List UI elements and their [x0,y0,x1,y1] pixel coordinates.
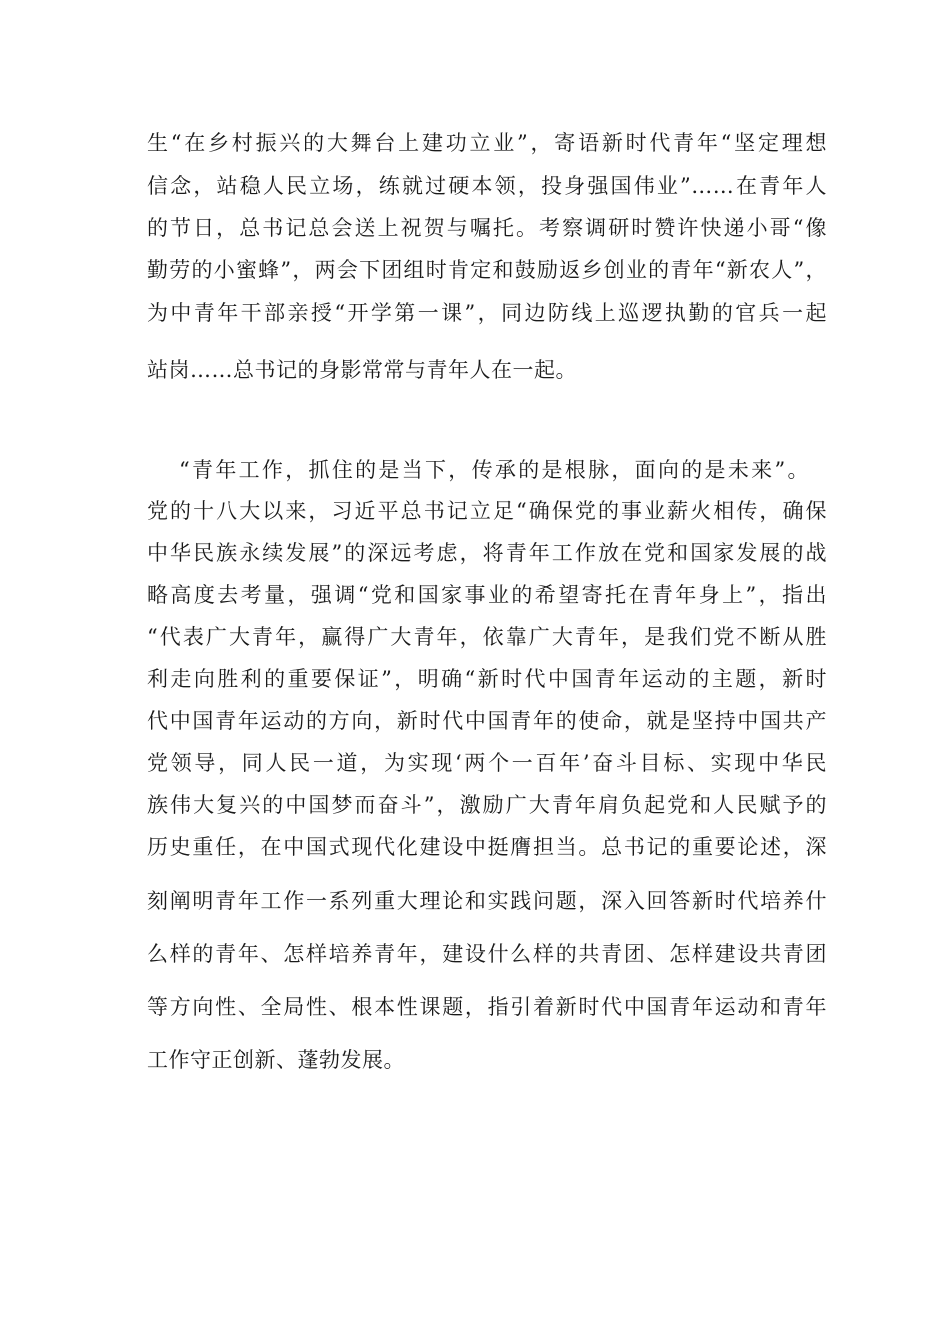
text-line: “青年工作，抓住的是当下，传承的是根脉，面向的是未来”。 [179,458,809,482]
text-line: 代中国青年运动的方向，新时代中国青年的使命，就是坚持中国共产 [147,709,827,733]
text-line: 党领导，同人民一道，为实现‘两个一百年’奋斗目标、实现中华民 [147,751,827,775]
text-line: 中华民族永续发展”的深远考虑，将青年工作放在党和国家发展的战 [147,541,827,565]
text-line: 等方向性、全局性、根本性课题，指引着新时代中国青年运动和青年 [147,995,827,1019]
text-line: 生“在乡村振兴的大舞台上建功立业”，寄语新时代青年“坚定理想 [147,131,827,155]
text-line: 站岗……总书记的身影常常与青年人在一起。 [147,358,577,382]
text-line: 刻阐明青年工作一系列重大理论和实践问题，深入回答新时代培养什 [147,889,827,913]
text-line: 勤劳的小蜜蜂”，两会下团组时肯定和鼓励返乡创业的青年“新农人”， [147,258,827,282]
text-line: 么样的青年、怎样培养青年，建设什么样的共青团、怎样建设共青团 [147,942,827,966]
text-line: 为中青年干部亲授“开学第一课”，同边防线上巡逻执勤的官兵一起 [147,301,827,325]
text-line: 工作守正创新、蓬勃发展。 [147,1048,405,1072]
text-line: “代表广大青年，赢得广大青年，依靠广大青年，是我们党不断从胜 [147,625,827,649]
text-line: 信念，站稳人民立场，练就过硬本领，投身强国伟业”……在青年人 [147,174,827,198]
text-line: 族伟大复兴的中国梦而奋斗”，激励广大青年肩负起党和人民赋予的 [147,793,827,817]
text-line: 党的十八大以来，习近平总书记立足“确保党的事业薪火相传，确保 [147,499,827,523]
text-line: 历史重任，在中国式现代化建设中挺膺担当。总书记的重要论述，深 [147,835,827,859]
text-line: 的节日，总书记总会送上祝贺与嘱托。考察调研时赞许快递小哥“像 [147,216,827,240]
text-line: 略高度去考量，强调“党和国家事业的希望寄托在青年身上”，指出 [147,583,827,607]
text-line: 利走向胜利的重要保证”，明确“新时代中国青年运动的主题，新时 [147,667,827,691]
